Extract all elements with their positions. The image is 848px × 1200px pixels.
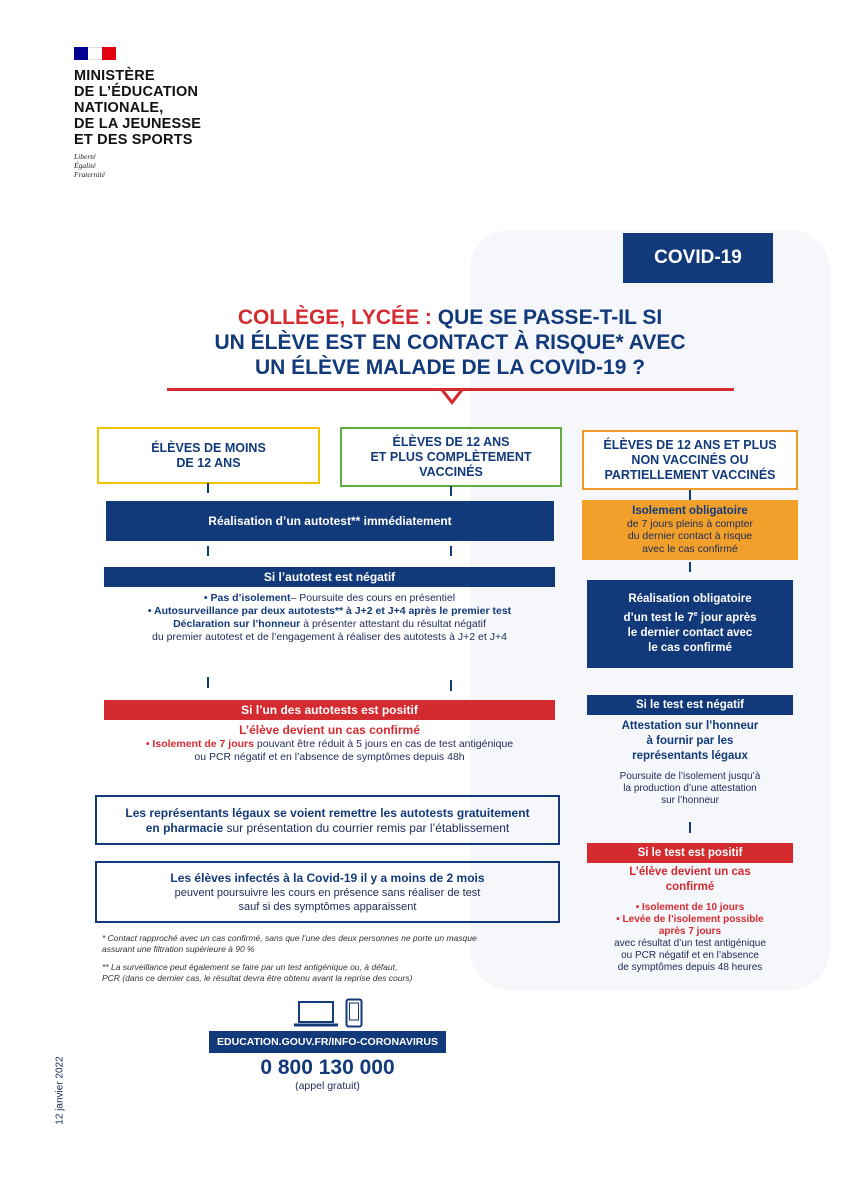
negative-autotest-bar: Si l’autotest est négatif xyxy=(104,567,555,587)
smartphone-icon xyxy=(345,998,363,1028)
positive-autotest-details: L’élève devient un cas confirmé • Isolement de 7 jours pouvant être réduit à 5 jours en cas de test antigénique ou PCR négatif et en l’absence de symptômes depuis 48h xyxy=(145,723,514,763)
recently-infected-box: Les élèves infectés à la Covid-19 il y a moins de 2 mois peuvent poursuivre les cours en présence sans réaliser de test sauf si des symptômes apparaissent xyxy=(95,861,560,923)
connector xyxy=(450,546,452,556)
column-header-under-12: ÉLÈVES DE MOINS DE 12 ANS xyxy=(97,427,320,484)
connector xyxy=(450,680,452,691)
mandatory-test-box: Réalisation obligatoire d’un test le 7e jour après le dernier contact avec le cas confirmé xyxy=(587,580,793,668)
connector xyxy=(689,490,691,500)
pharmacy-info-box: Les représentants légaux se voient remettre les autotests gratuitement en pharmacie sur présentation du courrier remis par l’établissement xyxy=(95,795,560,845)
column-header-not-vaccinated: ÉLÈVES DE 12 ANS ET PLUS NON VACCINÉS OU PARTIELLEMENT VACCINÉS xyxy=(582,430,798,490)
hotline-note: (appel gratuit) xyxy=(295,1080,360,1092)
autotest-bar: Réalisation d’un autotest** immédiatement xyxy=(106,501,554,541)
column-header-vaccinated: ÉLÈVES DE 12 ANS ET PLUS COMPLÈTEMENT VACCINÉS xyxy=(340,427,562,487)
republic-flag-logo xyxy=(74,47,116,60)
footnote-contact: * Contact rapproché avec un cas confirmé, sans que l’une des deux personnes ne porte un masque assurant une filtration supérieure à 90 % xyxy=(102,933,477,954)
connector xyxy=(207,546,209,556)
hotline-number: 0 800 130 000 xyxy=(260,1056,395,1079)
connector xyxy=(689,822,691,833)
page-title: COLLÈGE, LYCÉE : QUE SE PASSE-T-IL SI UN ÉLÈVE EST EN CONTACT À RISQUE* AVEC UN ÉLÈVE MALADE DE LA COVID-19 ? xyxy=(214,306,686,379)
connector xyxy=(207,483,209,493)
mandatory-isolation-box: Isolement obligatoire de 7 jours pleins à compter du dernier contact à risque avec le cas confirmé xyxy=(582,500,798,560)
positive-test-bar: Si le test est positif xyxy=(587,843,793,863)
negative-autotest-details: • Pas d’isolement– Poursuite des cours en présentiel • Autosurveillance par deux autotests** à J+2 et J+4 après le premier test Déclaration sur l’honneur à présenter attestant du résultat négatif du premier autotest et de l’engagement à réaliser des autotests à J+2 et J+4 xyxy=(147,592,512,643)
positive-autotest-bar: Si l’un des autotests est positif xyxy=(104,700,555,720)
publication-date: 12 janvier 2022 xyxy=(54,1056,66,1125)
ministry-name: MINISTÈRE DE L’ÉDUCATION NATIONALE, DE LA JEUNESSE ET DES SPORTS xyxy=(74,68,202,148)
connector xyxy=(207,677,209,688)
connector xyxy=(689,562,691,572)
info-url-link[interactable]: EDUCATION.GOUV.FR/INFO-CORONAVIRUS xyxy=(209,1031,446,1053)
connector xyxy=(450,486,452,496)
negative-test-details: Attestation sur l’honneur à fournir par les représentants légaux Poursuite de l’isolement jusqu’à la production d’une attestation sur l’honneur xyxy=(619,720,761,806)
negative-test-bar: Si le test est négatif xyxy=(587,695,793,715)
positive-test-details: L’élève devient un cas confirmé • Isolement de 10 jours • Levée de l’isolement possible après 7 jours avec résultat d’un test antigénique ou PCR négatif et en l’absence de symptômes depuis 48 heures xyxy=(614,866,766,973)
laptop-icon xyxy=(293,1000,339,1028)
footnote-surveillance: ** La surveillance peut également se faire par un test antigénique ou, à défaut, PCR (dans ce dernier cas, le résultat devra être obtenu avant la reprise des cours) xyxy=(102,962,413,983)
republic-motto: Liberté Égalité Fraternité xyxy=(74,152,105,179)
covid-tag: COVID-19 xyxy=(623,233,773,283)
